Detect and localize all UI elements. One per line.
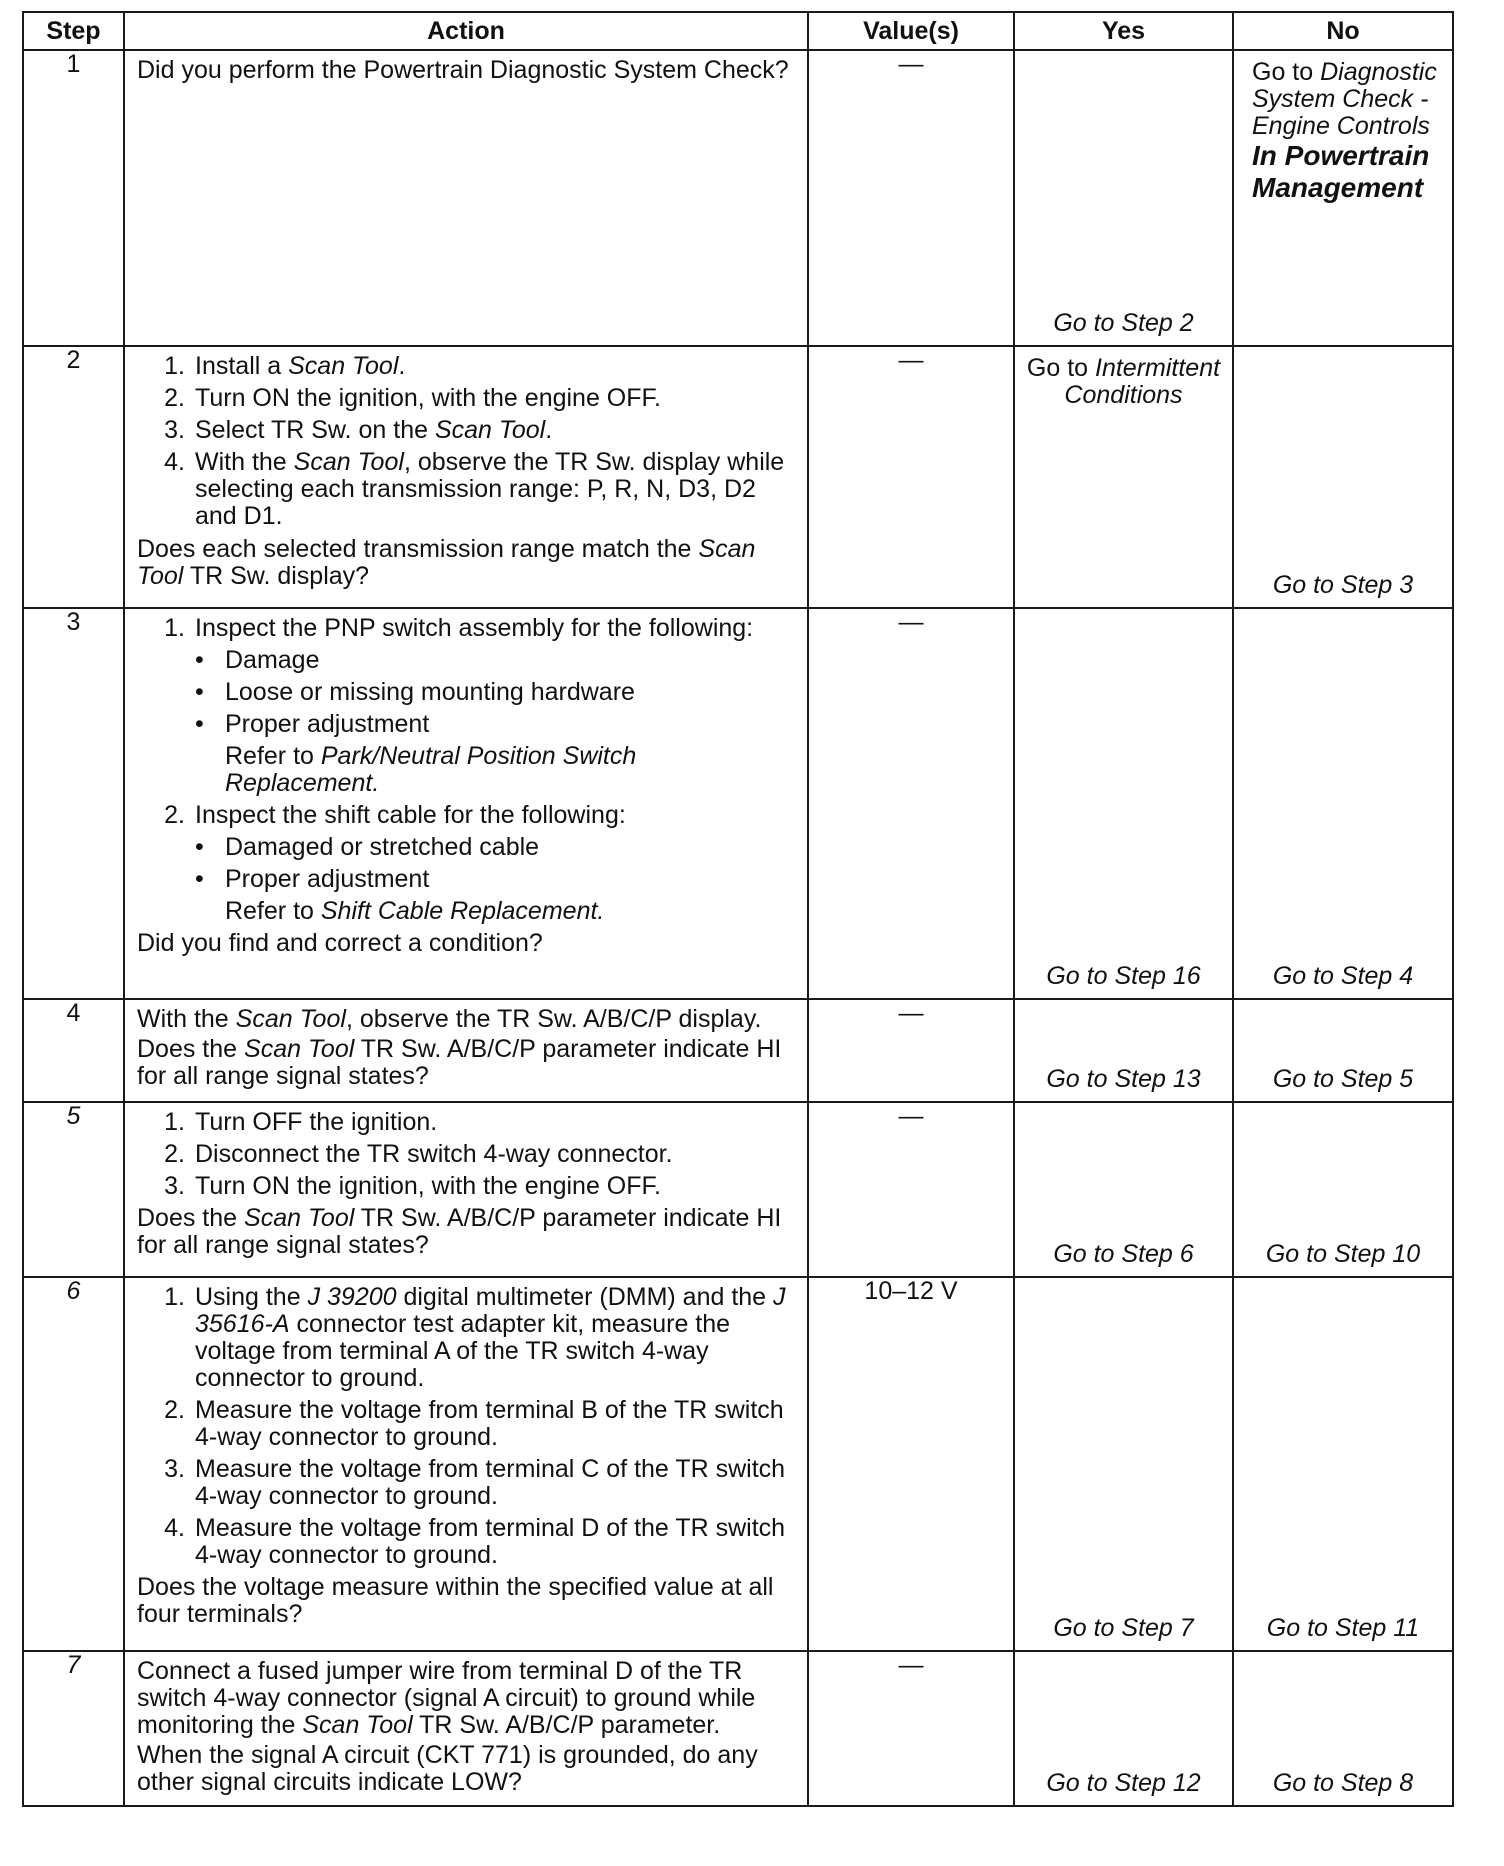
action-instruction: Connect a fused jumper wire from terminal D of the TR switch 4-way connector (signal A circuit) to ground while monitoring the Scan Tool TR Sw. A/B/C/P parameter. [137,1657,756,1739]
yes-goto: Go to Step 6 [1053,1240,1194,1268]
no-cell [1233,50,1453,346]
value-cell: 10–12 V [808,1277,1014,1651]
action-question: Does the Scan Tool TR Sw. A/B/C/P parameter indicate HI for all range signal states? [137,1035,782,1090]
no-goto: Go to Step 10 [1265,1240,1421,1268]
table-row [23,1651,1453,1806]
step-number: 5 [23,1102,124,1277]
reference-note: Refer to Park/Neutral Position Switch Replacement. [225,742,637,797]
no-cell [1233,999,1453,1102]
no-goto: Go to Step 8 [1272,1769,1414,1797]
no-goto-prefix: Go to [1252,58,1321,86]
list-item: 2. Measure the voltage from terminal B of the TR switch 4-way connector to ground. [164,1396,784,1451]
list-item: 4. With the Scan Tool, observe the TR Sw. display while selecting each transmission range: P, R, N, D3, D2 and D1. [164,448,785,530]
value-cell: — [808,608,1014,999]
step-number: 3 [23,608,124,999]
action-cell [124,608,808,999]
table-row [23,1102,1453,1277]
header-action: Action [124,12,808,50]
step-number: 7 [23,1651,124,1806]
header-row [23,12,1453,50]
list-item: 1. Turn OFF the ignition. [164,1108,438,1136]
action-cell [124,999,808,1102]
no-goto: Go to Step 3 [1272,571,1414,599]
step-number: 2 [23,346,124,608]
action-cell [124,346,808,608]
list-item: 1. Using the J 39200 digital multimeter (DMM) and the J 35616-A connector test adapter kit, measure the voltage from terminal A of the TR switch 4-way connector to ground. [164,1283,786,1392]
step-number: 1 [23,50,124,346]
action-cell [124,1651,808,1806]
value-cell: — [808,346,1014,608]
value-cell: — [808,999,1014,1102]
action-cell [124,1277,808,1651]
action-cell [124,1102,808,1277]
action-question: Does the Scan Tool TR Sw. A/B/C/P parameter indicate HI for all range signal states? [137,1204,782,1259]
table-row [23,346,1453,608]
table-row [23,608,1453,999]
list-item: 1. Inspect the PNP switch assembly for the following: [164,614,754,642]
bullet-item: • Loose or missing mounting hardware [195,678,635,706]
list-item: 4. Measure the voltage from terminal D of the TR switch 4-way connector to ground. [164,1514,786,1569]
step-number: 6 [23,1277,124,1651]
value-cell: — [808,1651,1014,1806]
table-row [23,1277,1453,1651]
yes-cell [1014,50,1233,346]
no-cell [1233,1102,1453,1277]
list-item: 2. Inspect the shift cable for the following: [164,801,626,829]
list-item: 3. Select TR Sw. on the Scan Tool. [164,416,553,444]
bullet-item: • Damaged or stretched cable [195,833,540,861]
list-item: 2. Disconnect the TR switch 4-way connector. [164,1140,673,1168]
yes-goto: Go to Step 12 [1046,1769,1201,1797]
table-row [23,50,1453,346]
action-question: Does each selected transmission range match the Scan Tool TR Sw. display? [137,535,756,590]
no-goto: Go to Step 4 [1272,962,1414,990]
action-question: Does the voltage measure within the specified value at all four terminals? [137,1573,774,1628]
action-question: When the signal A circuit (CKT 771) is grounded, do any other signal circuits indicate LOW? [137,1741,758,1796]
no-goto: Go to Step 5 [1272,1065,1414,1093]
bullet-item: • Proper adjustment [195,710,430,738]
no-cell [1233,346,1453,608]
no-goto-ref: Diagnostic System Check - Engine Controls [1252,58,1437,140]
yes-goto: Go to Intermittent Conditions [1026,354,1221,409]
action-question: Did you perform the Powertrain Diagnostic System Check? [137,56,789,84]
header-no: No [1233,12,1453,50]
value-cell: — [808,50,1014,346]
yes-cell [1014,1277,1233,1651]
action-instruction: With the Scan Tool, observe the TR Sw. A/B/C/P display. [137,1005,762,1033]
yes-goto: Go to Step 2 [1053,309,1194,337]
step-number: 4 [23,999,124,1102]
no-cell [1233,608,1453,999]
bullet-item: • Damage [195,646,320,674]
header-yes: Yes [1014,12,1233,50]
yes-goto: Go to Step 7 [1053,1614,1194,1642]
header-step: Step [23,12,124,50]
no-cell [1233,1277,1453,1651]
yes-goto: Go to Step 13 [1046,1065,1201,1093]
yes-cell [1014,1102,1233,1277]
no-cell [1233,1651,1453,1806]
list-item: 3. Measure the voltage from terminal C of the TR switch 4-way connector to ground. [164,1455,786,1510]
list-item: 2. Turn ON the ignition, with the engine OFF. [164,384,661,412]
reference-note: Refer to Shift Cable Replacement. [225,897,605,925]
table-row [23,999,1453,1102]
action-question: Did you find and correct a condition? [137,929,543,957]
header-values: Value(s) [808,12,1014,50]
diagnostic-table [22,11,1454,1807]
value-cell: — [808,1102,1014,1277]
yes-goto: Go to Step 16 [1046,962,1201,990]
list-item: 1. Install a Scan Tool. [164,352,406,380]
yes-cell [1014,346,1233,608]
no-goto: Go to Step 11 [1266,1614,1420,1642]
yes-cell [1014,999,1233,1102]
no-goto-manual: In Powertrain Management [1252,140,1430,203]
action-cell [124,50,808,346]
yes-cell [1014,608,1233,999]
bullet-item: • Proper adjustment [195,865,430,893]
list-item: 3. Turn ON the ignition, with the engine OFF. [164,1172,661,1200]
yes-cell [1014,1651,1233,1806]
